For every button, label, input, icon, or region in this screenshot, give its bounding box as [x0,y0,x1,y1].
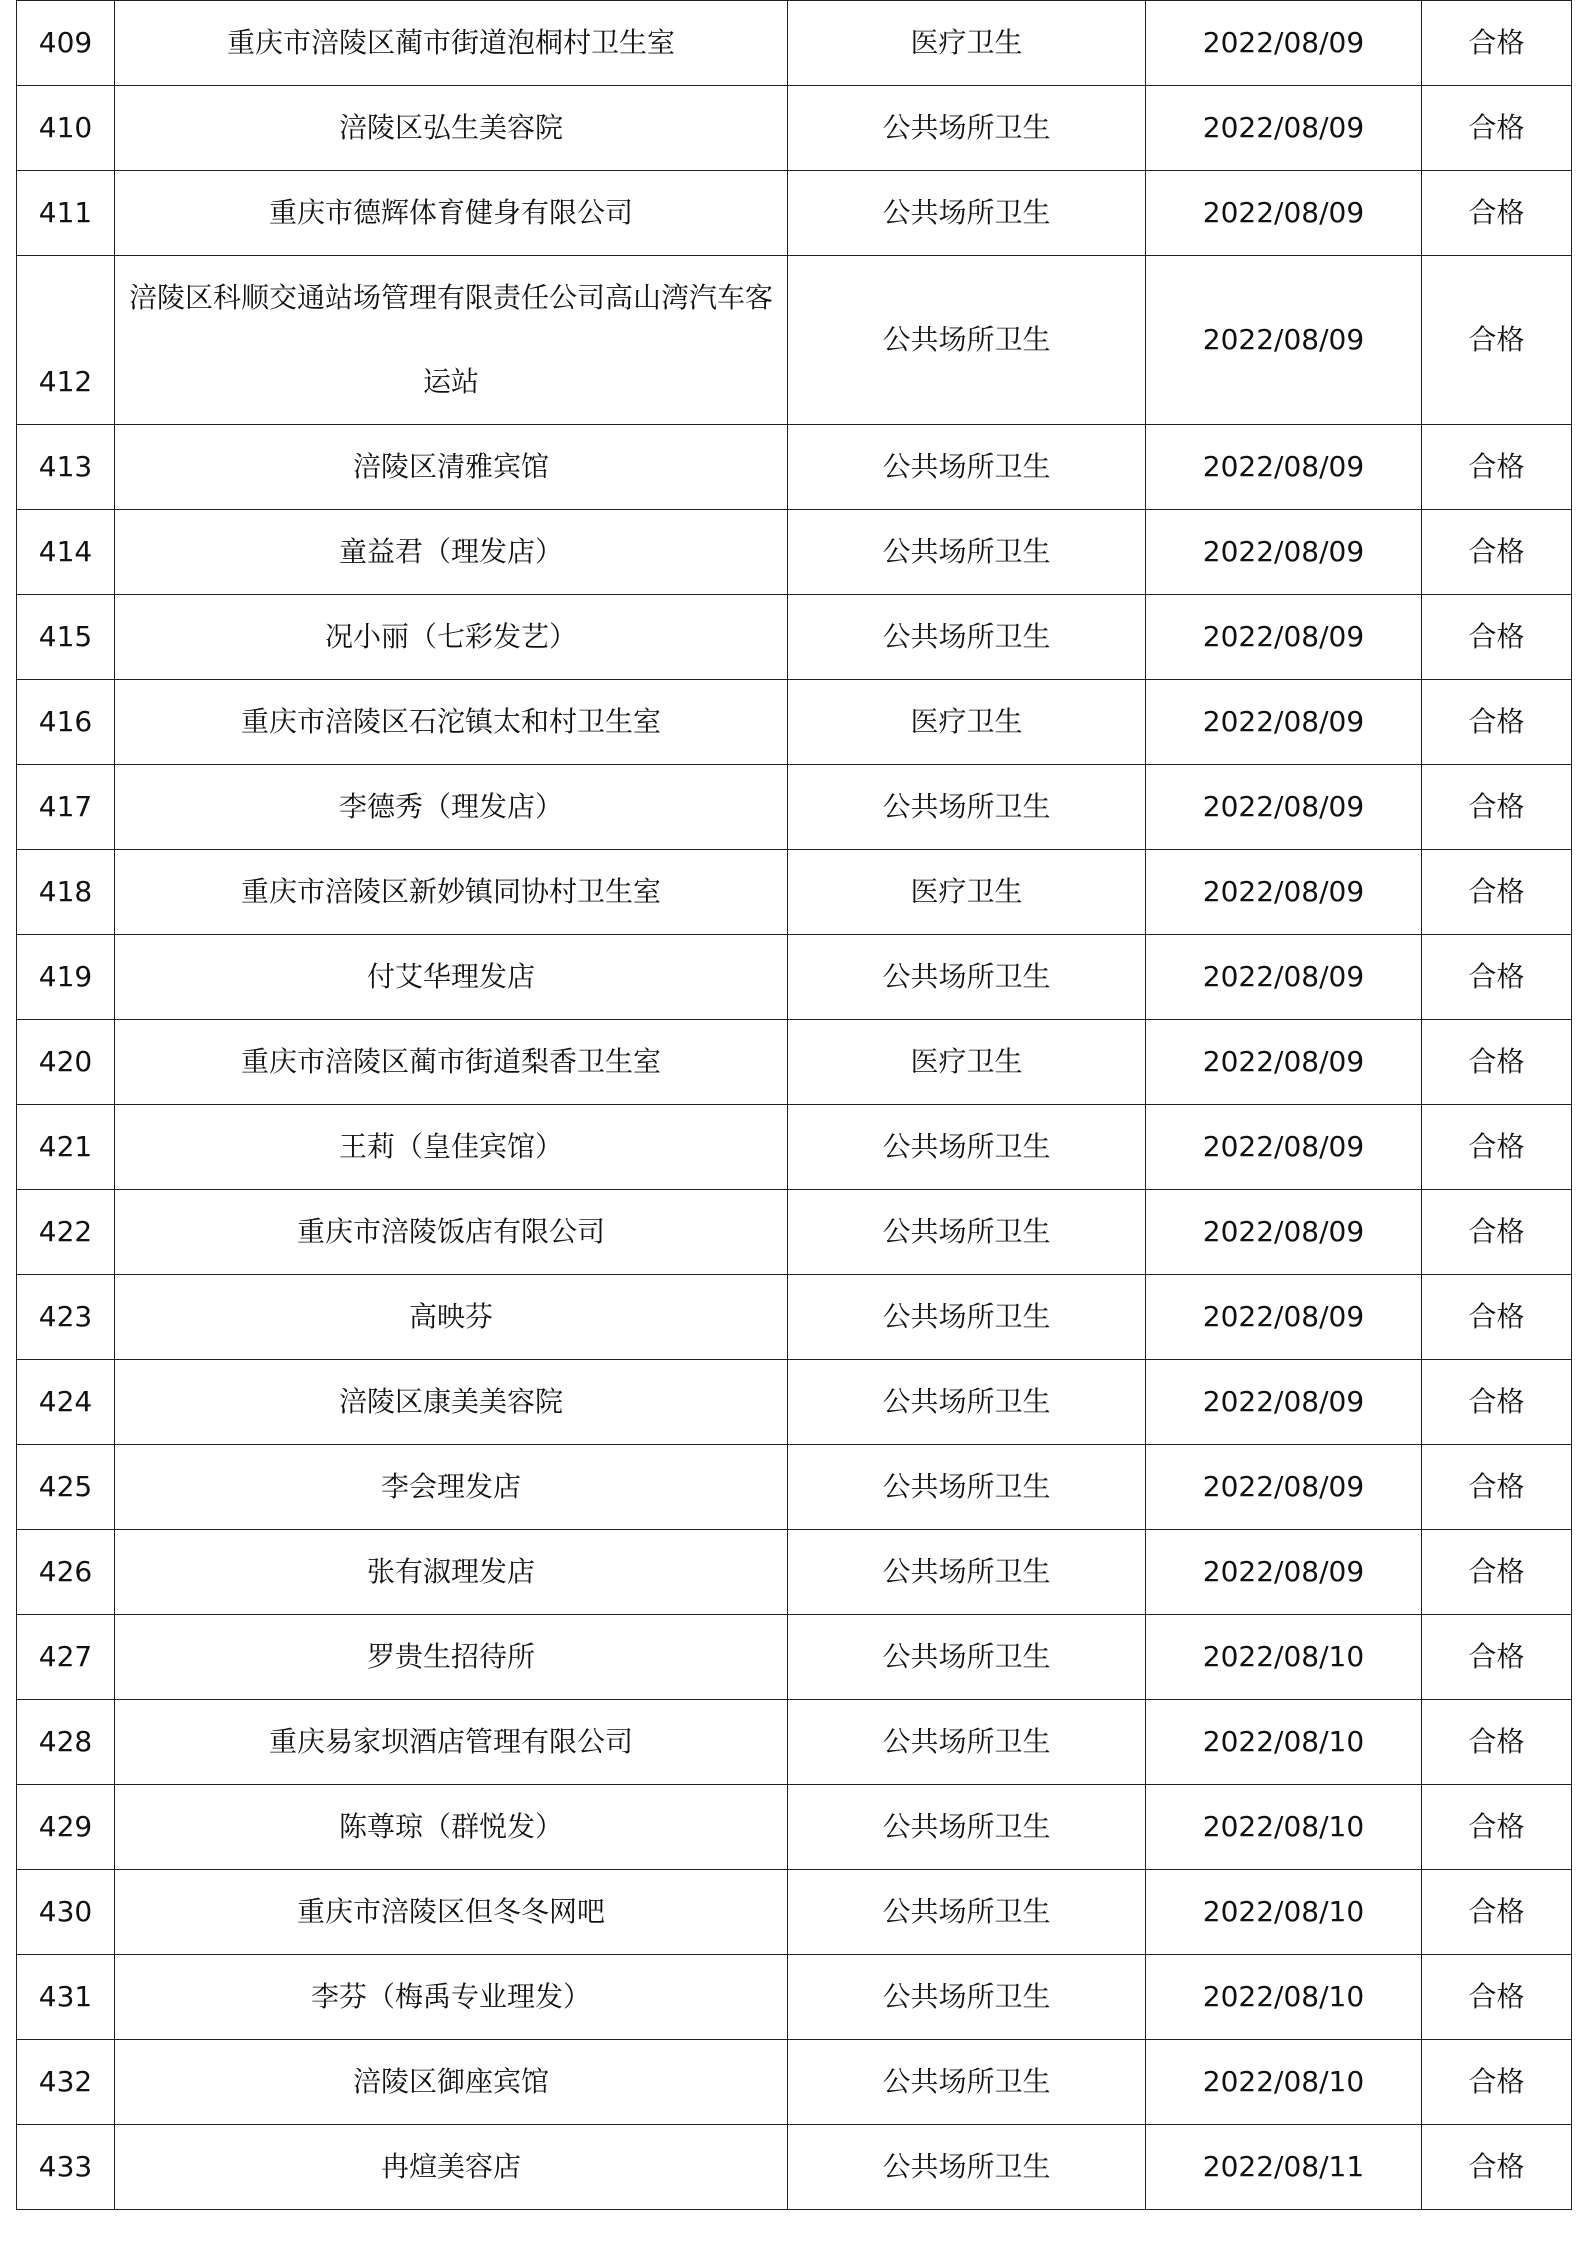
inspection-date-cell: 2022/08/10 [1146,1870,1422,1955]
inspection-date-cell: 2022/08/09 [1146,425,1422,510]
category-cell: 公共场所卫生 [788,2125,1146,2210]
inspection-date-cell: 2022/08/10 [1146,1615,1422,1700]
result-cell: 合格 [1422,1870,1572,1955]
category-cell: 公共场所卫生 [788,1700,1146,1785]
table-row [17,1190,1572,1275]
table-row [17,425,1572,510]
entity-name-cell: 张有淑理发店 [115,1530,788,1615]
inspection-date-cell: 2022/08/09 [1146,171,1422,256]
row-number-cell: 415 [17,595,115,680]
inspection-date-cell: 2022/08/09 [1146,1105,1422,1190]
entity-name-cell: 冉煊美容店 [115,2125,788,2210]
row-number-cell: 426 [17,1530,115,1615]
result-cell: 合格 [1422,1105,1572,1190]
result-cell: 合格 [1422,1275,1572,1360]
category-cell: 公共场所卫生 [788,86,1146,171]
table-row [17,1360,1572,1445]
row-number-cell: 418 [17,850,115,935]
row-number-cell: 424 [17,1360,115,1445]
result-cell: 合格 [1422,1,1572,86]
table-row [17,1615,1572,1700]
row-number-cell: 417 [17,765,115,850]
inspection-date-cell: 2022/08/09 [1146,256,1422,425]
inspection-date-cell: 2022/08/09 [1146,1530,1422,1615]
result-cell: 合格 [1422,171,1572,256]
result-cell: 合格 [1422,2040,1572,2125]
table-row [17,1105,1572,1190]
row-number-cell: 425 [17,1445,115,1530]
result-cell: 合格 [1422,1360,1572,1445]
category-cell: 公共场所卫生 [788,1615,1146,1700]
row-number-cell: 410 [17,86,115,171]
entity-name-cell: 李会理发店 [115,1445,788,1530]
table-row [17,1955,1572,2040]
inspection-results-table [16,0,1572,2210]
entity-name-cell: 重庆市涪陵饭店有限公司 [115,1190,788,1275]
table-row [17,171,1572,256]
row-number-cell: 427 [17,1615,115,1700]
table-row [17,256,1572,425]
row-number-cell: 419 [17,935,115,1020]
category-cell: 公共场所卫生 [788,1530,1146,1615]
category-cell: 公共场所卫生 [788,765,1146,850]
table-row [17,765,1572,850]
row-number-cell: 421 [17,1105,115,1190]
table-body [17,1,1572,2210]
row-number-cell: 432 [17,2040,115,2125]
entity-name-cell: 况小丽（七彩发艺） [115,595,788,680]
result-cell: 合格 [1422,1020,1572,1105]
result-cell: 合格 [1422,850,1572,935]
row-number-cell: 412 [17,256,115,425]
result-cell: 合格 [1422,1955,1572,2040]
table-row [17,680,1572,765]
entity-name-cell: 涪陵区科顺交通站场管理有限责任公司高山湾汽车客运站 [115,256,788,425]
row-number-cell: 431 [17,1955,115,2040]
category-cell: 公共场所卫生 [788,510,1146,595]
entity-name-cell: 付艾华理发店 [115,935,788,1020]
entity-name-cell: 童益君（理发店） [115,510,788,595]
entity-name-cell: 陈尊琼（群悦发） [115,1785,788,1870]
inspection-date-cell: 2022/08/09 [1146,1020,1422,1105]
result-cell: 合格 [1422,86,1572,171]
category-cell: 公共场所卫生 [788,1870,1146,1955]
result-cell: 合格 [1422,1785,1572,1870]
entity-name-cell: 重庆市涪陵区但冬冬网吧 [115,1870,788,1955]
row-number-cell: 420 [17,1020,115,1105]
inspection-date-cell: 2022/08/09 [1146,595,1422,680]
table-row [17,2125,1572,2210]
category-cell: 医疗卫生 [788,1,1146,86]
row-number-cell: 430 [17,1870,115,1955]
category-cell: 公共场所卫生 [788,256,1146,425]
result-cell: 合格 [1422,1445,1572,1530]
category-cell: 医疗卫生 [788,680,1146,765]
row-number-cell: 413 [17,425,115,510]
inspection-date-cell: 2022/08/10 [1146,1700,1422,1785]
inspection-date-cell: 2022/08/09 [1146,1445,1422,1530]
row-number-cell: 422 [17,1190,115,1275]
inspection-date-cell: 2022/08/11 [1146,2125,1422,2210]
result-cell: 合格 [1422,680,1572,765]
result-cell: 合格 [1422,1190,1572,1275]
table-row [17,935,1572,1020]
category-cell: 医疗卫生 [788,1020,1146,1105]
result-cell: 合格 [1422,765,1572,850]
table-row [17,1785,1572,1870]
category-cell: 公共场所卫生 [788,171,1146,256]
category-cell: 公共场所卫生 [788,2040,1146,2125]
inspection-date-cell: 2022/08/09 [1146,86,1422,171]
inspection-date-cell: 2022/08/10 [1146,1785,1422,1870]
row-number-cell: 433 [17,2125,115,2210]
inspection-date-cell: 2022/08/09 [1146,935,1422,1020]
category-cell: 公共场所卫生 [788,1190,1146,1275]
category-cell: 公共场所卫生 [788,1445,1146,1530]
result-cell: 合格 [1422,425,1572,510]
entity-name-cell: 高映芬 [115,1275,788,1360]
entity-name-cell: 罗贵生招待所 [115,1615,788,1700]
table-row [17,850,1572,935]
entity-name-cell: 涪陵区康美美容院 [115,1360,788,1445]
category-cell: 公共场所卫生 [788,425,1146,510]
table-row [17,2040,1572,2125]
result-cell: 合格 [1422,935,1572,1020]
entity-name-cell: 涪陵区弘生美容院 [115,86,788,171]
inspection-date-cell: 2022/08/09 [1146,510,1422,595]
category-cell: 公共场所卫生 [788,1105,1146,1190]
table-row [17,86,1572,171]
row-number-cell: 414 [17,510,115,595]
entity-name-cell: 重庆市德辉体育健身有限公司 [115,171,788,256]
result-cell: 合格 [1422,2125,1572,2210]
table-row [17,595,1572,680]
entity-name-cell: 李芬（梅禹专业理发） [115,1955,788,2040]
category-cell: 公共场所卫生 [788,1785,1146,1870]
entity-name-cell: 涪陵区清雅宾馆 [115,425,788,510]
inspection-date-cell: 2022/08/09 [1146,1275,1422,1360]
table-row [17,1020,1572,1105]
category-cell: 公共场所卫生 [788,1275,1146,1360]
result-cell: 合格 [1422,1700,1572,1785]
result-cell: 合格 [1422,510,1572,595]
row-number-cell: 409 [17,1,115,86]
category-cell: 公共场所卫生 [788,1955,1146,2040]
inspection-date-cell: 2022/08/09 [1146,680,1422,765]
table-row [17,1445,1572,1530]
table-row [17,510,1572,595]
entity-name-cell: 李德秀（理发店） [115,765,788,850]
table-row [17,1275,1572,1360]
entity-name-cell: 重庆市涪陵区蔺市街道泡桐村卫生室 [115,1,788,86]
category-cell: 公共场所卫生 [788,1360,1146,1445]
inspection-date-cell: 2022/08/09 [1146,1190,1422,1275]
result-cell: 合格 [1422,1615,1572,1700]
entity-name-cell: 王莉（皇佳宾馆） [115,1105,788,1190]
row-number-cell: 416 [17,680,115,765]
category-cell: 医疗卫生 [788,850,1146,935]
category-cell: 公共场所卫生 [788,595,1146,680]
inspection-date-cell: 2022/08/09 [1146,1360,1422,1445]
row-number-cell: 423 [17,1275,115,1360]
row-number-cell: 411 [17,171,115,256]
inspection-date-cell: 2022/08/09 [1146,765,1422,850]
row-number-cell: 429 [17,1785,115,1870]
inspection-date-cell: 2022/08/09 [1146,850,1422,935]
entity-name-cell: 重庆市涪陵区蔺市街道梨香卫生室 [115,1020,788,1105]
result-cell: 合格 [1422,1530,1572,1615]
entity-name-cell: 重庆市涪陵区新妙镇同协村卫生室 [115,850,788,935]
table-row [17,1700,1572,1785]
row-number-cell: 428 [17,1700,115,1785]
table-row [17,1870,1572,1955]
table-row [17,1,1572,86]
inspection-date-cell: 2022/08/10 [1146,1955,1422,2040]
category-cell: 公共场所卫生 [788,935,1146,1020]
result-cell: 合格 [1422,595,1572,680]
entity-name-cell: 重庆易家坝酒店管理有限公司 [115,1700,788,1785]
entity-name-cell: 重庆市涪陵区石沱镇太和村卫生室 [115,680,788,765]
table-row [17,1530,1572,1615]
inspection-date-cell: 2022/08/10 [1146,2040,1422,2125]
inspection-date-cell: 2022/08/09 [1146,1,1422,86]
result-cell: 合格 [1422,256,1572,425]
entity-name-cell: 涪陵区御座宾馆 [115,2040,788,2125]
